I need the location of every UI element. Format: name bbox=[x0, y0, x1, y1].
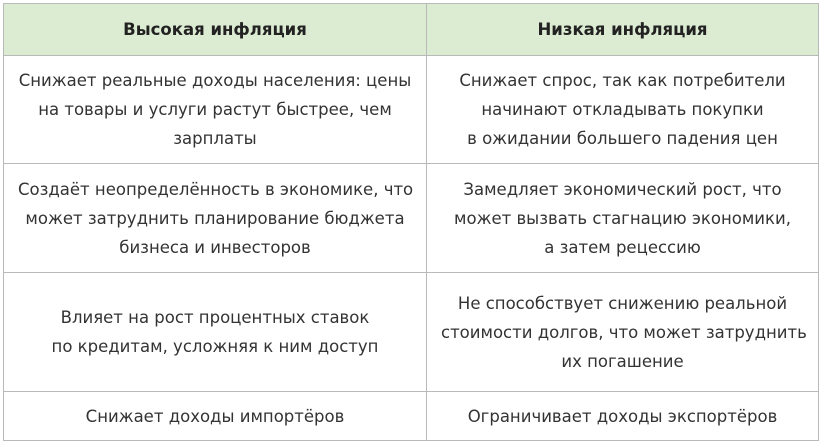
cell-line: Создаёт неопределённость в экономике, что bbox=[18, 179, 414, 199]
table-row bbox=[4, 56, 819, 164]
header-high-inflation: Высокая инфляция bbox=[4, 4, 427, 56]
cell-line: начинают откладывать покупки bbox=[481, 100, 764, 119]
cell-line: Влияет на рост процентных ставок bbox=[60, 308, 370, 327]
cell-line: а затем рецессию bbox=[544, 237, 701, 257]
table-cell bbox=[4, 56, 427, 164]
table-cell bbox=[427, 56, 819, 164]
cell-line: на товары и услуги растут быстрее, чем bbox=[38, 100, 392, 119]
table-cell bbox=[4, 164, 427, 273]
cell-line: стоимости долгов, что может затруднить bbox=[441, 322, 807, 342]
inflation-comparison-table bbox=[3, 3, 819, 441]
table-cell bbox=[427, 164, 819, 273]
cell-line: может вызвать стагнацию экономики, bbox=[454, 208, 791, 228]
cell-line: по кредитам, усложняя к ним доступ bbox=[51, 337, 379, 356]
inflation-comparison-table-container bbox=[3, 3, 818, 441]
table-row bbox=[4, 392, 819, 441]
cell-line: Снижает реальные доходы населения: цены bbox=[18, 71, 412, 90]
cell-line: Снижает доходы импортёров bbox=[85, 406, 345, 426]
cell-line: Снижает спрос, так как потребители bbox=[459, 71, 786, 90]
cell-line: их погашение bbox=[561, 351, 684, 371]
table-row bbox=[4, 164, 819, 273]
table-cell bbox=[4, 273, 427, 392]
header-low-inflation: Низкая инфляция bbox=[427, 4, 819, 56]
cell-line: Не способствует снижению реальной bbox=[457, 293, 788, 313]
table-cell bbox=[4, 392, 427, 441]
cell-line: бизнеса и инвесторов bbox=[119, 237, 311, 257]
cell-line: Ограничивает доходы экспортёров bbox=[467, 406, 778, 426]
cell-line: Замедляет экономический рост, что bbox=[463, 179, 782, 199]
table-header-row bbox=[4, 4, 819, 56]
cell-line: может затруднить планирование бюджета bbox=[25, 208, 405, 228]
cell-line: в ожидании большего падения цен bbox=[467, 129, 778, 148]
table-row bbox=[4, 273, 819, 392]
table-cell bbox=[427, 392, 819, 441]
cell-line: зарплаты bbox=[173, 129, 257, 148]
table-cell bbox=[427, 273, 819, 392]
